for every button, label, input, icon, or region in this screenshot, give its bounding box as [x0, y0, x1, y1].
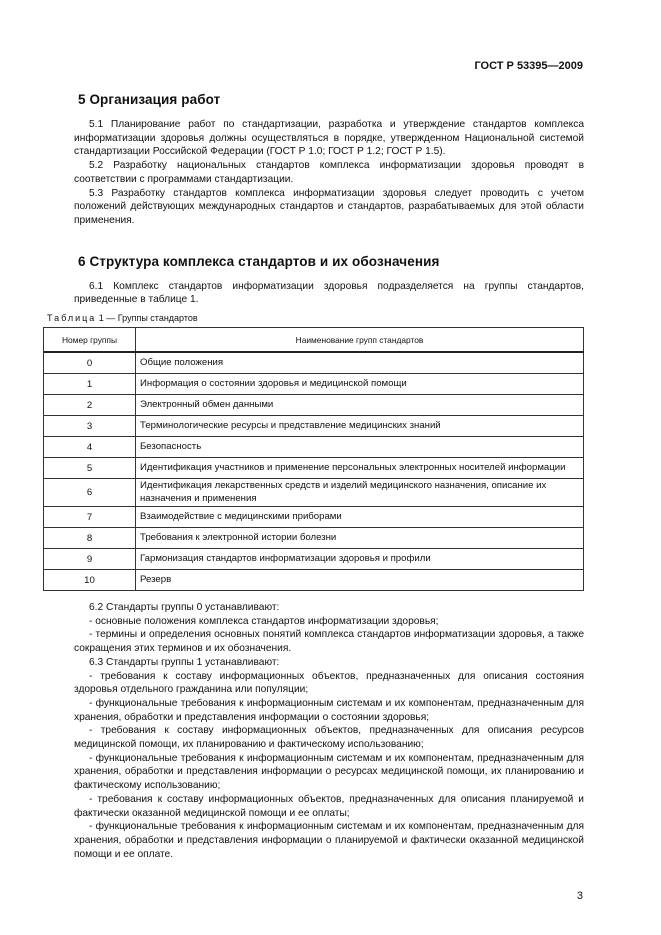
group-name-cell: Электронный обмен данными: [136, 395, 584, 416]
table-row: [44, 395, 584, 416]
section-6-title: 6 Структура комплекса стандартов и их обозначения: [78, 253, 440, 269]
table-caption-word: Таблица: [47, 313, 97, 324]
group-number-cell: 6: [44, 479, 136, 507]
group-number-cell: 10: [44, 570, 136, 591]
group-number-cell: 5: [44, 458, 136, 479]
group-name-cell: Взаимодействие с медицинскими приборами: [136, 507, 584, 528]
paragraph-5-3: 5.3 Разработку стандартов комплекса информатизации здоровья следует проводить с учетом положений действующих международных стандартов и стандартов, разрабатываемых для этой области применения.: [74, 187, 584, 226]
table-row: [44, 458, 584, 479]
group-name-cell: Резерв: [136, 570, 584, 591]
table-row: [44, 507, 584, 528]
table-header-row: [44, 328, 584, 353]
table-row: [44, 549, 584, 570]
list-item: - основные положения комплекса стандартов информатизации здоровья;: [89, 615, 439, 627]
group-number-cell: 4: [44, 437, 136, 458]
document-code: ГОСТ Р 53395—2009: [474, 60, 583, 72]
group-number-cell: 0: [44, 352, 136, 374]
list-item: - функциональные требования к информационным системам и их компонентам, предназначенным для хранения, обработки и представления информации о планируемой и фактически оказанной медицинской помощи и ее оплате.: [74, 821, 584, 860]
table-header-group-number: Номер группы: [44, 328, 136, 353]
paragraph-5-1: 5.1 Планирование работ по стандартизации, разработка и утверждение стандартов комплекса информатизации здоровья должны осуществляться в порядке, утвержденном Национальной системой стандартизации Российской Федерации (ГОСТ Р 1.0; ГОСТ Р 1.2; ГОСТ Р 1.5).: [74, 119, 584, 158]
paragraph-6-2: 6.2 Стандарты группы 0 устанавливают:: [89, 602, 280, 614]
standards-groups-table: [43, 327, 584, 591]
table-caption: [47, 313, 584, 323]
group-name-cell: Идентификация лекарственных средств и изделий медицинского назначения, описание их назначения и применения: [136, 479, 584, 507]
group-name-cell: Информация о состоянии здоровья и медицинской помощи: [136, 374, 584, 395]
table-row: [44, 416, 584, 437]
group-number-cell: 8: [44, 528, 136, 549]
group-name-cell: Терминологические ресурсы и представление медицинских знаний: [136, 416, 584, 437]
paragraph-6-1: 6.1 Комплекс стандартов информатизации здоровья подразделяется на группы стандартов, приведенные в таблице 1.: [74, 280, 584, 306]
table-row: [44, 479, 584, 507]
table-row: [44, 528, 584, 549]
table-header-group-name: Наименование групп стандартов: [136, 328, 584, 353]
table-caption-text: 1 — Группы стандартов: [96, 313, 198, 324]
group-number-cell: 7: [44, 507, 136, 528]
list-item: - требования к составу информационных объектов, предназначенных для описания ресурсов медицинской помощи, их планированию и фактическому использованию;: [74, 725, 584, 751]
table-row: [44, 374, 584, 395]
table-row: [44, 437, 584, 458]
group-name-cell: Безопасность: [136, 437, 584, 458]
page-number: 3: [576, 890, 583, 902]
section-5-title: 5 Организация работ: [78, 92, 221, 107]
table-row: [44, 570, 584, 591]
group-number-cell: 9: [44, 549, 136, 570]
list-item: - требования к составу информационных объектов, предназначенных для описания планируемой и фактически оказанной медицинской помощи и ее оплаты;: [74, 793, 584, 819]
list-item: - функциональные требования к информационным системам и их компонентам, предназначенным для хранения, обработки и представления информации о состоянии здоровья;: [74, 697, 584, 723]
list-item: - термины и определения основных понятий комплекса стандартов информатизации здоровья, а также сокращения этих терминов и их обозначения.: [74, 629, 584, 655]
paragraph-5-2: 5.2 Разработку национальных стандартов комплекса информатизации здоровья проводят в соответствии с программами стандартизации.: [74, 160, 584, 185]
group-number-cell: 2: [44, 395, 136, 416]
list-item: - требования к составу информационных объектов, предназначенных для описания состояния здоровья отдельного гражданина или популяции;: [74, 670, 584, 696]
group-name-cell: Гармонизация стандартов информатизации здоровья и профили: [136, 549, 584, 570]
group-name-cell: Требования к электронной истории болезни: [136, 528, 584, 549]
list-item: - функциональные требования к информационным системам и их компонентам, предназначенным для хранения, обработки и представления информации о ресурсах медицинской помощи, их планированию и фактическому использованию;: [74, 752, 584, 792]
group-number-cell: 3: [44, 416, 136, 437]
group-number-cell: 1: [44, 374, 136, 395]
table-row: [44, 352, 584, 374]
page-content: [47, 92, 584, 861]
group-name-cell: Общие положения: [136, 352, 584, 374]
paragraph-6-3: 6.3 Стандарты группы 1 устанавливают:: [89, 656, 280, 668]
group-name-cell: Идентификация участников и применение персональных электронных носителей информации: [136, 458, 584, 479]
